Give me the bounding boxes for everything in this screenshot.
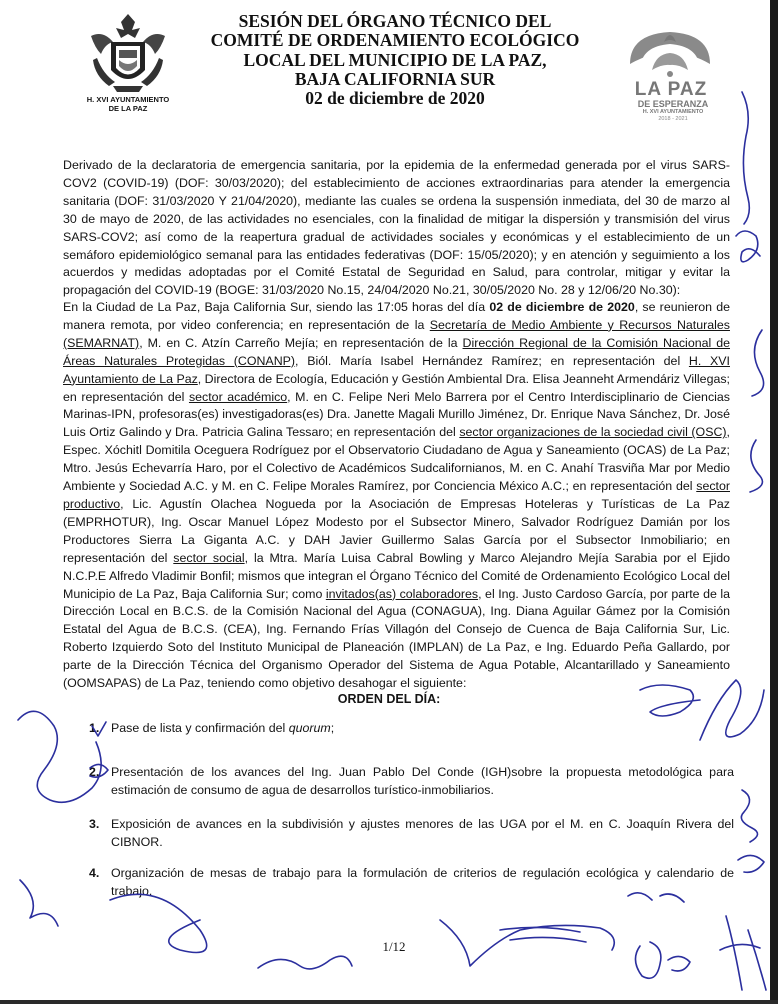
paragraph-segment: , la Mtra. María Luisa Cabral Bowling y Marco Alejandro Mejía Sarabia por el Ejido N.C.P.E Alfredo Vladimir Bonfil; mismos que integran el Órgano Técnico del Comité de Ordenamiento Ecológico Local del Municipio de La Paz, Baja California Sur; como bbox=[63, 550, 730, 601]
bottom-signature-4 bbox=[500, 927, 586, 942]
bottom-signature-3 bbox=[440, 920, 614, 966]
scan-edge-right bbox=[770, 0, 778, 1004]
title-line-3: LOCAL DEL MUNICIPIO DE LA PAZ, bbox=[243, 49, 547, 70]
agenda-item-text: Organización de mesas de trabajo para la formulación de criterios de regulación ecológica y calendario de trabajo. bbox=[111, 866, 734, 898]
agenda-item-number: 2. bbox=[89, 765, 100, 779]
title-date: 02 de diciembre de 2020 bbox=[305, 88, 485, 109]
bottom-signature-2 bbox=[258, 956, 352, 969]
underlined-entity: sector académico bbox=[188, 389, 288, 404]
scan-edge-bottom bbox=[0, 1000, 778, 1004]
agenda-item bbox=[89, 865, 734, 901]
underlined-entity: sector organizaciones de la sociedad civil (OSC) bbox=[459, 425, 727, 440]
agenda-item-text: Presentación de los avances del Ing. Juan Pablo Del Conde (IGH)sobre la propuesta metodológica para estimación de consumo de agua de desarrollos turístico-inmobiliarios. bbox=[111, 765, 734, 797]
margin-initial-right-8 bbox=[738, 855, 764, 872]
logo-title: LA PAZ bbox=[634, 79, 708, 100]
logo-years: 2018 - 2021 bbox=[658, 116, 688, 122]
margin-initial-right-7 bbox=[741, 790, 757, 842]
margin-initial-right-3 bbox=[752, 330, 764, 396]
paragraph-segment: , se reunieron de manera remota, por video conferencia; en representación de la bbox=[63, 300, 730, 332]
agenda-item-text-start: Pase de lista y confirmación del bbox=[111, 721, 289, 735]
agenda-item bbox=[89, 816, 734, 852]
paragraph-segment: , M. en C. Atzín Carreño Mejía; en representación de la bbox=[139, 335, 463, 350]
seal-caption-line-2: DE LA PAZ bbox=[108, 104, 148, 113]
underlined-entity: Secretaría de Medio Ambiente y Recursos Naturales (SEMARNAT) bbox=[63, 317, 730, 350]
bold-date: 02 de diciembre de 2020 bbox=[489, 300, 635, 314]
document-title bbox=[200, 12, 590, 108]
margin-initial-right-1 bbox=[742, 92, 749, 224]
agenda-item-number: 4. bbox=[89, 866, 100, 880]
underlined-entity: sector social bbox=[173, 550, 245, 565]
paragraph-segment: , M. en C. Felipe Neri Melo Barrera por el Centro Interdisciplinario de Ciencias Marinas-IPN, profesoras(es) investigadoras(es) Dra. Janette Magali Murillo Jiménez, Dr. Enrique Nava Sánchez, Dr. José Luis Ortiz Galindo y Dra. Patricia Galina Tessaro; en representación del bbox=[63, 389, 730, 440]
intro-paragraph: Derivado de la declaratoria de emergencia sanitaria, por la epidemia de la enfermedad generada por el virus SARS-COV2 (COVID-19) (DOF: 30/03/2020); del establecimiento de acciones extraordinarias para atender la emergencia sanitaria (DOF: 31/03/2020 Y 21/04/2020), mediante las cuales se ordena la suspensión inmediata, del 30 de marzo al 30 de mayo de 2020, de las actividades no esenciales, con la finalidad de mitigar la dispersión y transmisión del virus SARS-COV2; así como de la reapertura gradual de actividades sociales y económicas y el establecimiento de un semáforo epidemiológico semanal para las entidades federativas (DOF: 15/05/2020); y en atención y seguimiento a los acuerdos y medidas adoptadas por el Comité Estatal de Seguridad en Salud, para controlar, mitigar y evitar la propagación del COVID-19 (BOGE: 31/03/2020 No.15, 24/04/2020 No.21, 30/05/2020 No. 28 y 12/06/20 No.30): bbox=[63, 158, 730, 298]
agenda-item-number: 3. bbox=[89, 817, 100, 831]
underlined-entity: H. XVI Ayuntamiento de La Paz bbox=[63, 353, 730, 386]
bottom-signature-8 bbox=[668, 956, 690, 971]
underlined-entity: invitados(as) colaboradores bbox=[325, 586, 479, 601]
coat-of-arms-icon bbox=[83, 8, 173, 96]
agenda-heading: ORDEN DEL DÍA: bbox=[337, 692, 441, 706]
agenda-item bbox=[89, 764, 734, 800]
logo-ayuntamiento: H. XVI AYUNTAMIENTO bbox=[642, 109, 704, 115]
margin-initial-right-4 bbox=[750, 440, 762, 492]
agenda-item-text bbox=[111, 720, 734, 738]
bottom-signature-7 bbox=[720, 916, 766, 990]
bottom-signature-1 bbox=[110, 894, 207, 952]
paragraph-segment: , Espec. Xóchitl Domitila Oceguera Rodríguez por el Observatorio Ciudadano de Agua y Saneamiento (OCAS) de La Paz; Mtro. Jesús Echevarría Haro, por el Colectivo de Académicos Sudcalifornianos, M. en C. Anahí Trasviña Mar por Medio Ambiente y Sociedad A.C. y M. en C. Felipe Morales Ramírez, por Conciencia México A.C.; en representación del bbox=[63, 425, 730, 494]
logo-subtitle: DE ESPERANZA bbox=[637, 99, 709, 109]
seal-caption bbox=[78, 95, 178, 113]
underlined-entity: sector productivo bbox=[63, 479, 730, 511]
bottom-signature-6 bbox=[635, 942, 660, 978]
margin-signature-left-2 bbox=[20, 880, 58, 926]
agenda-item-text-emphasis: quorum bbox=[288, 721, 331, 735]
paragraph-segment: , Lic. Agustín Olachea Nogueda por la Asociación de Empresas Hoteleras y Turísticas de La Paz (EMPRHOTUR), Ing. Oscar Manuel López Modesto por el Subsector Minero, Salvador Rodríguez Damián por los Productores Sierra La Giganta A.C. y DAH Javier Guillermo Salas García por el Subsector Inmobiliario; en representación del bbox=[63, 496, 730, 565]
agenda-item bbox=[89, 720, 734, 738]
paragraph-segment: , Directora de Ecología, Educación y Gestión Ambiental Dra. Elisa Jeanneht Armendáriz Villegas; en representación del bbox=[63, 371, 730, 404]
agenda-item-number: 1. bbox=[89, 721, 100, 735]
paragraph-segment: , Biól. María Isabel Hernández Ramírez; en representación del bbox=[295, 353, 689, 368]
margin-initial-right-2 bbox=[736, 231, 760, 262]
title-line-2: COMITÉ DE ORDENAMIENTO ECOLÓGICO bbox=[210, 30, 580, 51]
paragraph-segment: En la Ciudad de La Paz, Baja California Sur, siendo las 17:05 horas del día bbox=[63, 300, 490, 314]
agenda-item-text-end: ; bbox=[330, 721, 335, 735]
title-line-1: SESIÓN DEL ÓRGANO TÉCNICO DEL bbox=[238, 11, 552, 31]
agenda-item-text: Exposición de avances en la subdivisión y ajustes menores de las UGA por el M. en C. Joaquín Rivera del CIBNOR. bbox=[111, 817, 734, 849]
paragraph-segment: , el Ing. Justo Cardoso García, por parte de la Dirección Local en B.C.S. de la Comisión Nacional del Agua (CONAGUA), Ing. Diana Aguilar Gámez por la Comisión Estatal del Agua de B.C.S. (CEA), Ing. Fernando Frías Villagón del Consejo de Cuenca de Baja California Sur, Lic. Roberto Izquierdo Soto del Instituto Municipal de Planeación (IMPLAN) de La Paz, e Ing. Eduardo Peña Gallardo, por parte de la Dirección Técnica del Organismo Operador del Sistema de Agua Potable, Alcantarillado y Saneamiento (OOMSAPAS) de La Paz, teniendo como objetivo desahogar el siguiente: bbox=[63, 586, 730, 691]
title-line-4: BAJA CALIFORNIA SUR bbox=[294, 68, 496, 89]
page-number: 1/12 bbox=[382, 939, 406, 954]
la-paz-emblem-icon bbox=[620, 24, 720, 84]
seal-caption-line-1: H. XVI AYUNTAMIENTO bbox=[86, 95, 170, 104]
attendance-paragraph bbox=[63, 299, 730, 693]
underlined-entity: Dirección Regional de la Comisión Nacional de Áreas Naturales Protegidas (CONANP) bbox=[63, 335, 730, 368]
